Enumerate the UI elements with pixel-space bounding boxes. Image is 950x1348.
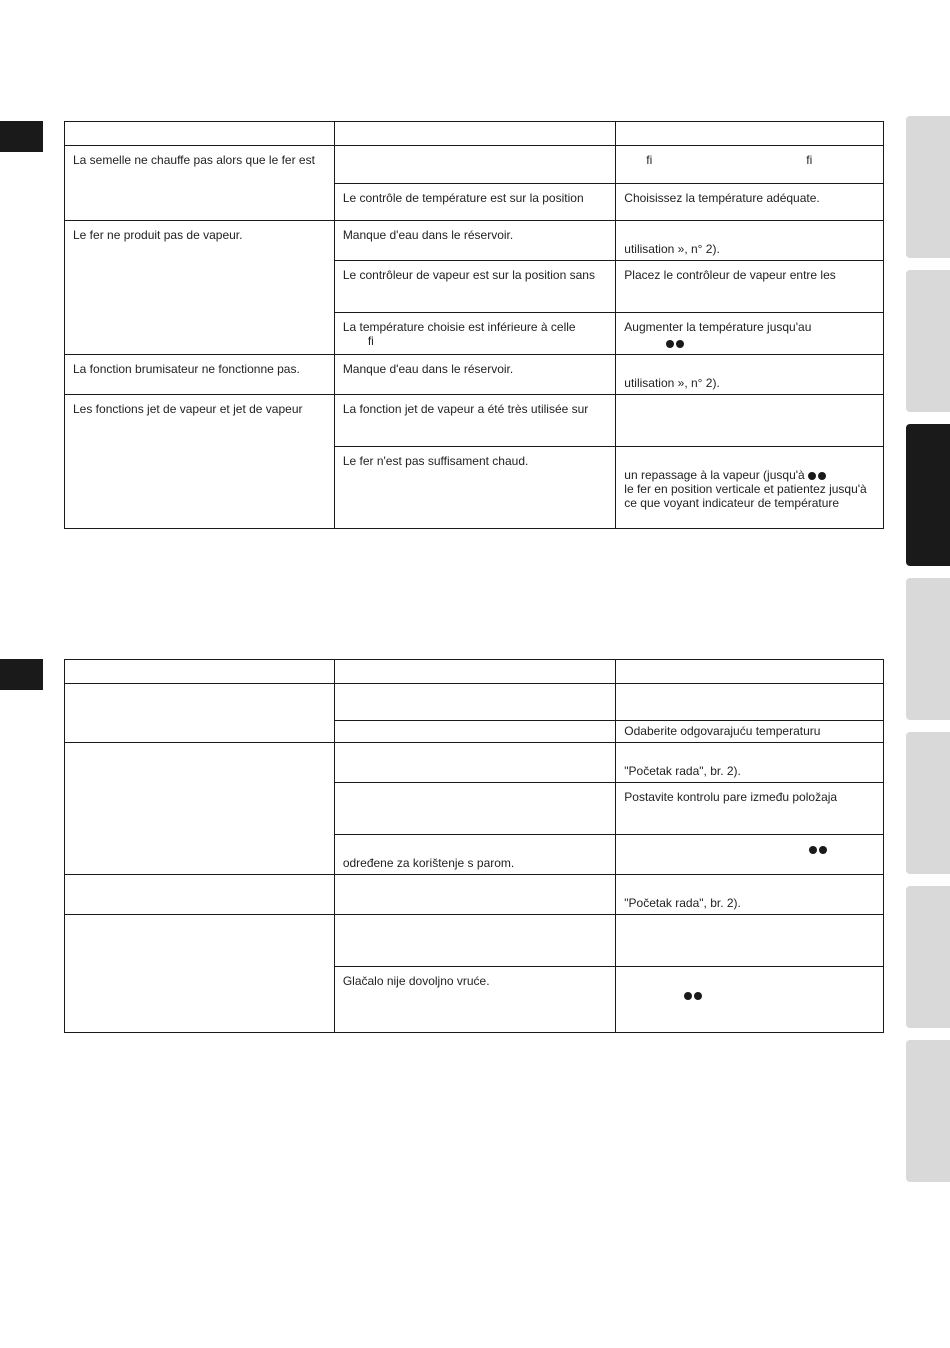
solution-text-line2: le fer en position verticale et patientez jusqu'à [624, 482, 867, 496]
header-problem [65, 660, 335, 684]
table-row [65, 221, 884, 261]
dot-icon [819, 846, 827, 854]
problem-cell [65, 221, 335, 355]
header-problem [65, 122, 335, 146]
solution-cell [616, 447, 884, 529]
cause-cell [334, 355, 615, 395]
side-tab-5[interactable] [906, 732, 950, 874]
troubleshooting-table-hr [64, 659, 884, 1033]
table-row [65, 743, 884, 783]
cause-text: Le contrôleur de vapeur est sur la position sans [342, 268, 595, 282]
side-tab-6[interactable] [906, 886, 950, 1028]
cause-text: La température choisie est inférieure à celle [342, 320, 576, 334]
cause-text-line2: fi [367, 334, 374, 348]
troubleshooting-table-fr [64, 121, 884, 529]
table-row [65, 684, 884, 721]
table-header-row [65, 660, 884, 684]
cause-cell [334, 261, 615, 313]
cause-cell [334, 967, 615, 1033]
section-marker-fr [0, 121, 43, 152]
cause-cell [334, 743, 615, 783]
solution-cell [616, 261, 884, 313]
solution-cell [616, 146, 884, 184]
side-tab-3-active[interactable] [906, 424, 950, 566]
cause-text: Manque d'eau dans le réservoir. [342, 362, 514, 376]
cause-text: određene za korištenje s parom. [342, 856, 515, 870]
problem-text: La fonction brumisateur ne fonctionne pas. [73, 362, 300, 376]
solution-cell [616, 743, 884, 783]
solution-text: "Početak rada", br. 2). [624, 896, 741, 910]
solution-text: Augmenter la température jusqu'au [624, 320, 812, 334]
solution-text: Placez le contrôleur de vapeur entre les [624, 268, 836, 282]
solution-text: utilisation », n° 2). [624, 376, 720, 390]
solution-text-line3: ce que voyant indicateur de température [624, 496, 840, 510]
cause-cell [334, 721, 615, 743]
temperature-dots [624, 988, 875, 1002]
solution-cell [616, 184, 884, 221]
dot-icon [666, 340, 674, 348]
solution-cell [616, 835, 884, 875]
dot-icon [818, 472, 826, 480]
dot-icon [676, 340, 684, 348]
solution-text: Odaberite odgovarajuću temperaturu [624, 724, 821, 738]
solution-cell [616, 313, 884, 355]
solution-text: utilisation », n° 2). [624, 242, 720, 256]
problem-cell [65, 395, 335, 529]
side-tab-4[interactable] [906, 578, 950, 720]
section-marker-hr [0, 659, 43, 690]
problem-cell [65, 915, 335, 1033]
solution-text: Choisissez la température adéquate. [624, 191, 820, 205]
dot-icon [694, 992, 702, 1000]
table-row [65, 915, 884, 967]
cause-cell [334, 447, 615, 529]
cause-cell [334, 684, 615, 721]
problem-cell [65, 684, 335, 743]
dot-icon [809, 846, 817, 854]
problem-text: Les fonctions jet de vapeur et jet de vapeur [73, 402, 303, 416]
problem-cell [65, 355, 335, 395]
table-row [65, 395, 884, 447]
table-row [65, 146, 884, 184]
temperature-dots [624, 842, 875, 856]
solution-text-line1: un repassage à la vapeur (jusqu'à [624, 468, 805, 482]
solution-cell [616, 721, 884, 743]
header-cause [334, 122, 615, 146]
solution-cell [616, 915, 884, 967]
solution-cell [616, 783, 884, 835]
solution-prefix: fi [646, 153, 653, 167]
header-solution [616, 122, 884, 146]
cause-cell [334, 835, 615, 875]
solution-text: "Početak rada", br. 2). [624, 764, 741, 778]
cause-cell [334, 395, 615, 447]
solution-text [624, 468, 875, 482]
table-row [65, 355, 884, 395]
temperature-dots [624, 334, 875, 350]
solution-suffix: fi [806, 153, 813, 167]
solution-cell [616, 684, 884, 721]
cause-cell [334, 915, 615, 967]
problem-cell [65, 875, 335, 915]
table-row [65, 875, 884, 915]
cause-text: Manque d'eau dans le réservoir. [342, 228, 514, 242]
problem-text: Le fer ne produit pas de vapeur. [73, 228, 243, 242]
cause-text: Le contrôle de température est sur la position [342, 191, 584, 205]
problem-cell [65, 743, 335, 875]
table-header-row [65, 122, 884, 146]
cause-cell [334, 783, 615, 835]
cause-cell [334, 184, 615, 221]
dot-icon [808, 472, 816, 480]
solution-cell [616, 395, 884, 447]
cause-text: Glačalo nije dovoljno vruće. [342, 974, 490, 988]
solution-cell [616, 221, 884, 261]
problem-text: La semelle ne chauffe pas alors que le fer est [73, 153, 315, 167]
side-tab-1[interactable] [906, 116, 950, 258]
dot-icon [684, 992, 692, 1000]
problem-cell [65, 146, 335, 221]
cause-text: Le fer n'est pas suffisament chaud. [342, 454, 529, 468]
cause-cell [334, 146, 615, 184]
cause-cell [334, 221, 615, 261]
solution-text [624, 153, 875, 167]
solution-cell [616, 355, 884, 395]
cause-cell [334, 875, 615, 915]
solution-cell [616, 875, 884, 915]
cause-cell [334, 313, 615, 355]
solution-text: Postavite kontrolu pare između položaja [624, 790, 838, 804]
side-tab-2[interactable] [906, 270, 950, 412]
side-tab-7[interactable] [906, 1040, 950, 1182]
header-cause [334, 660, 615, 684]
solution-cell [616, 967, 884, 1033]
cause-text: La fonction jet de vapeur a été très utilisée sur [342, 402, 589, 416]
header-solution [616, 660, 884, 684]
